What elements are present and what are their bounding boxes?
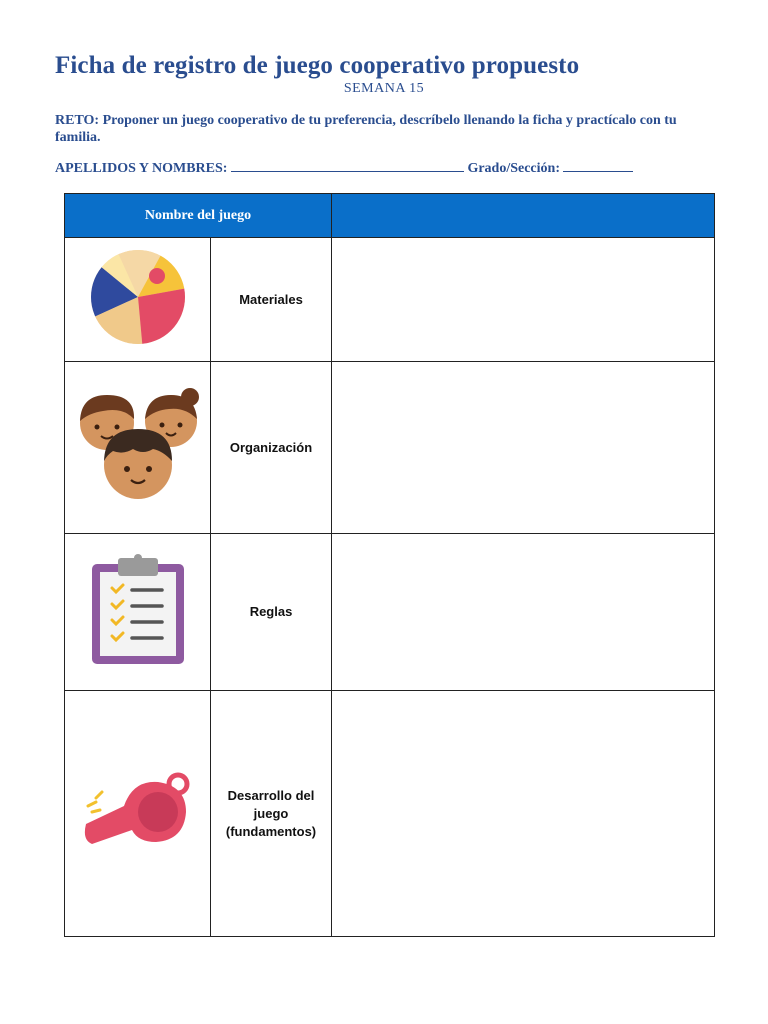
game-record-table — [64, 193, 715, 937]
development-field[interactable] — [332, 691, 715, 937]
student-info-line — [55, 159, 633, 177]
materials-field[interactable] — [332, 238, 715, 362]
week-subtitle: SEMANA 15 — [343, 81, 425, 96]
rules-label: Reglas — [211, 534, 332, 691]
table-row — [65, 238, 715, 362]
game-name-field[interactable] — [332, 194, 715, 238]
development-label: Desarrollo del juego (fundamentos) — [211, 691, 332, 937]
table-row — [65, 362, 715, 534]
clipboard-checklist-icon — [90, 554, 186, 666]
development-icon-cell — [65, 691, 211, 937]
whistle-icon — [78, 766, 198, 856]
family-faces-icon — [73, 385, 203, 505]
grado-field[interactable] — [563, 159, 633, 172]
table-row — [65, 691, 715, 937]
table-row — [65, 534, 715, 691]
grado-label: Grado/Sección: — [467, 161, 560, 176]
page-title: Ficha de registro de juego cooperativo propuesto — [55, 52, 580, 79]
beach-ball-icon — [83, 242, 193, 352]
apellidos-field[interactable] — [231, 159, 464, 172]
rules-icon-cell — [65, 534, 211, 691]
challenge-text: RETO: Proponer un juego cooperativo de tu preferencia, descríbelo llenando la ficha y practícalo con tu familia. — [55, 113, 677, 145]
game-name-label: Nombre del juego — [65, 194, 332, 238]
materials-label: Materiales — [211, 238, 332, 362]
organization-field[interactable] — [332, 362, 715, 534]
materials-icon-cell — [65, 238, 211, 362]
organization-label: Organización — [211, 362, 332, 534]
apellidos-label: APELLIDOS Y NOMBRES: — [55, 161, 228, 176]
table-header-row — [65, 194, 715, 238]
rules-field[interactable] — [332, 534, 715, 691]
organization-icon-cell — [65, 362, 211, 534]
